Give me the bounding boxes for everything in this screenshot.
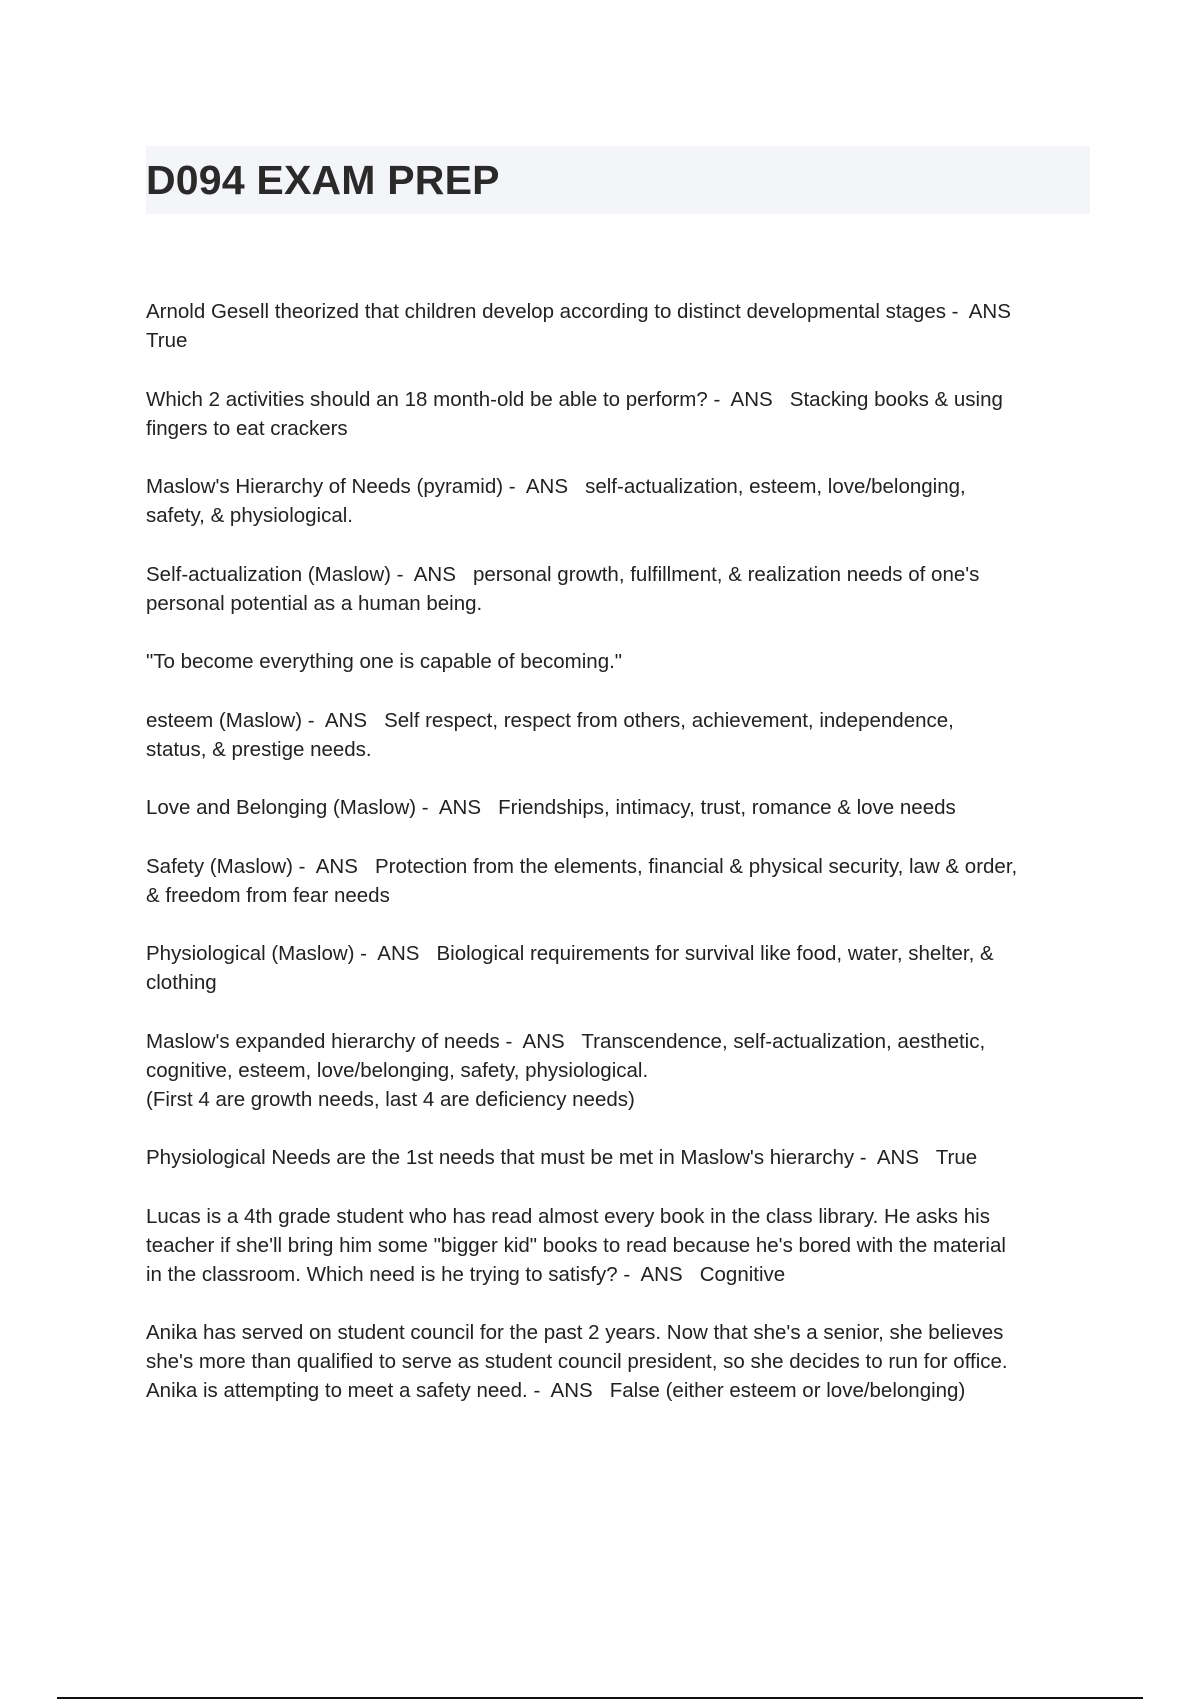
qa-entry-6: Love and Belonging (Maslow) - ANS Friendships, intimacy, trust, romance & love needs (146, 796, 956, 819)
qa-entry-4: Self-actualization (Maslow) - ANS personal growth, fulfillment, & realization needs of one's personal potential as a human being. (146, 562, 980, 615)
qa-list (146, 297, 1092, 1435)
document-title: D094 EXAM PREP (146, 157, 500, 203)
qa-entry-12: Anika has served on student council for the past 2 years. Now that she's a senior, she believes she's more than qualified to serve as student council president, so she decides to run for office. Anika is attempting to meet a safety need. - ANS False (either esteem or love/belonging) (146, 1321, 1008, 1402)
title-banner (146, 146, 1090, 214)
qa-entry-11: Lucas is a 4th grade student who has read almost every book in the class library. He asks his teacher if she'll bring him some "bigger kid" books to read because he's bored with the material in the classroom. Which need is he trying to satisfy? - ANS Cognitive (146, 1204, 1006, 1286)
qa-entry-3: Maslow's Hierarchy of Needs (pyramid) - ANS self-actualization, esteem, love/belonging, safety, & physiological. (146, 475, 966, 527)
footer-divider (57, 1697, 1143, 1699)
qa-entry-2: Which 2 activities should an 18 month-old be able to perform? - ANS Stacking books & using fingers to eat crackers (146, 387, 1003, 440)
qa-entry-7: Safety (Maslow) - ANS Protection from the elements, financial & physical security, law & order, & freedom from fear needs (146, 854, 1018, 907)
qa-entry-8: Physiological (Maslow) - ANS Biological requirements for survival like food, water, shelter, & clothing (146, 942, 994, 994)
qa-entry-9: Maslow's expanded hierarchy of needs - ANS Transcendence, self-actualization, aesthetic, cognitive, esteem, love/belonging, safety, physiological. (First 4 are growth needs, last 4 are deficiency needs) (146, 1029, 986, 1111)
qa-entry-5: esteem (Maslow) - ANS Self respect, respect from others, achievement, independence, status, & prestige needs. (146, 708, 954, 761)
qa-entry-1: Arnold Gesell theorized that children develop according to distinct developmental stages - ANS True (146, 300, 1011, 352)
qa-quote: "To become everything one is capable of becoming." (146, 650, 623, 673)
qa-entry-10: Physiological Needs are the 1st needs that must be met in Maslow's hierarchy - ANS True (146, 1146, 978, 1169)
